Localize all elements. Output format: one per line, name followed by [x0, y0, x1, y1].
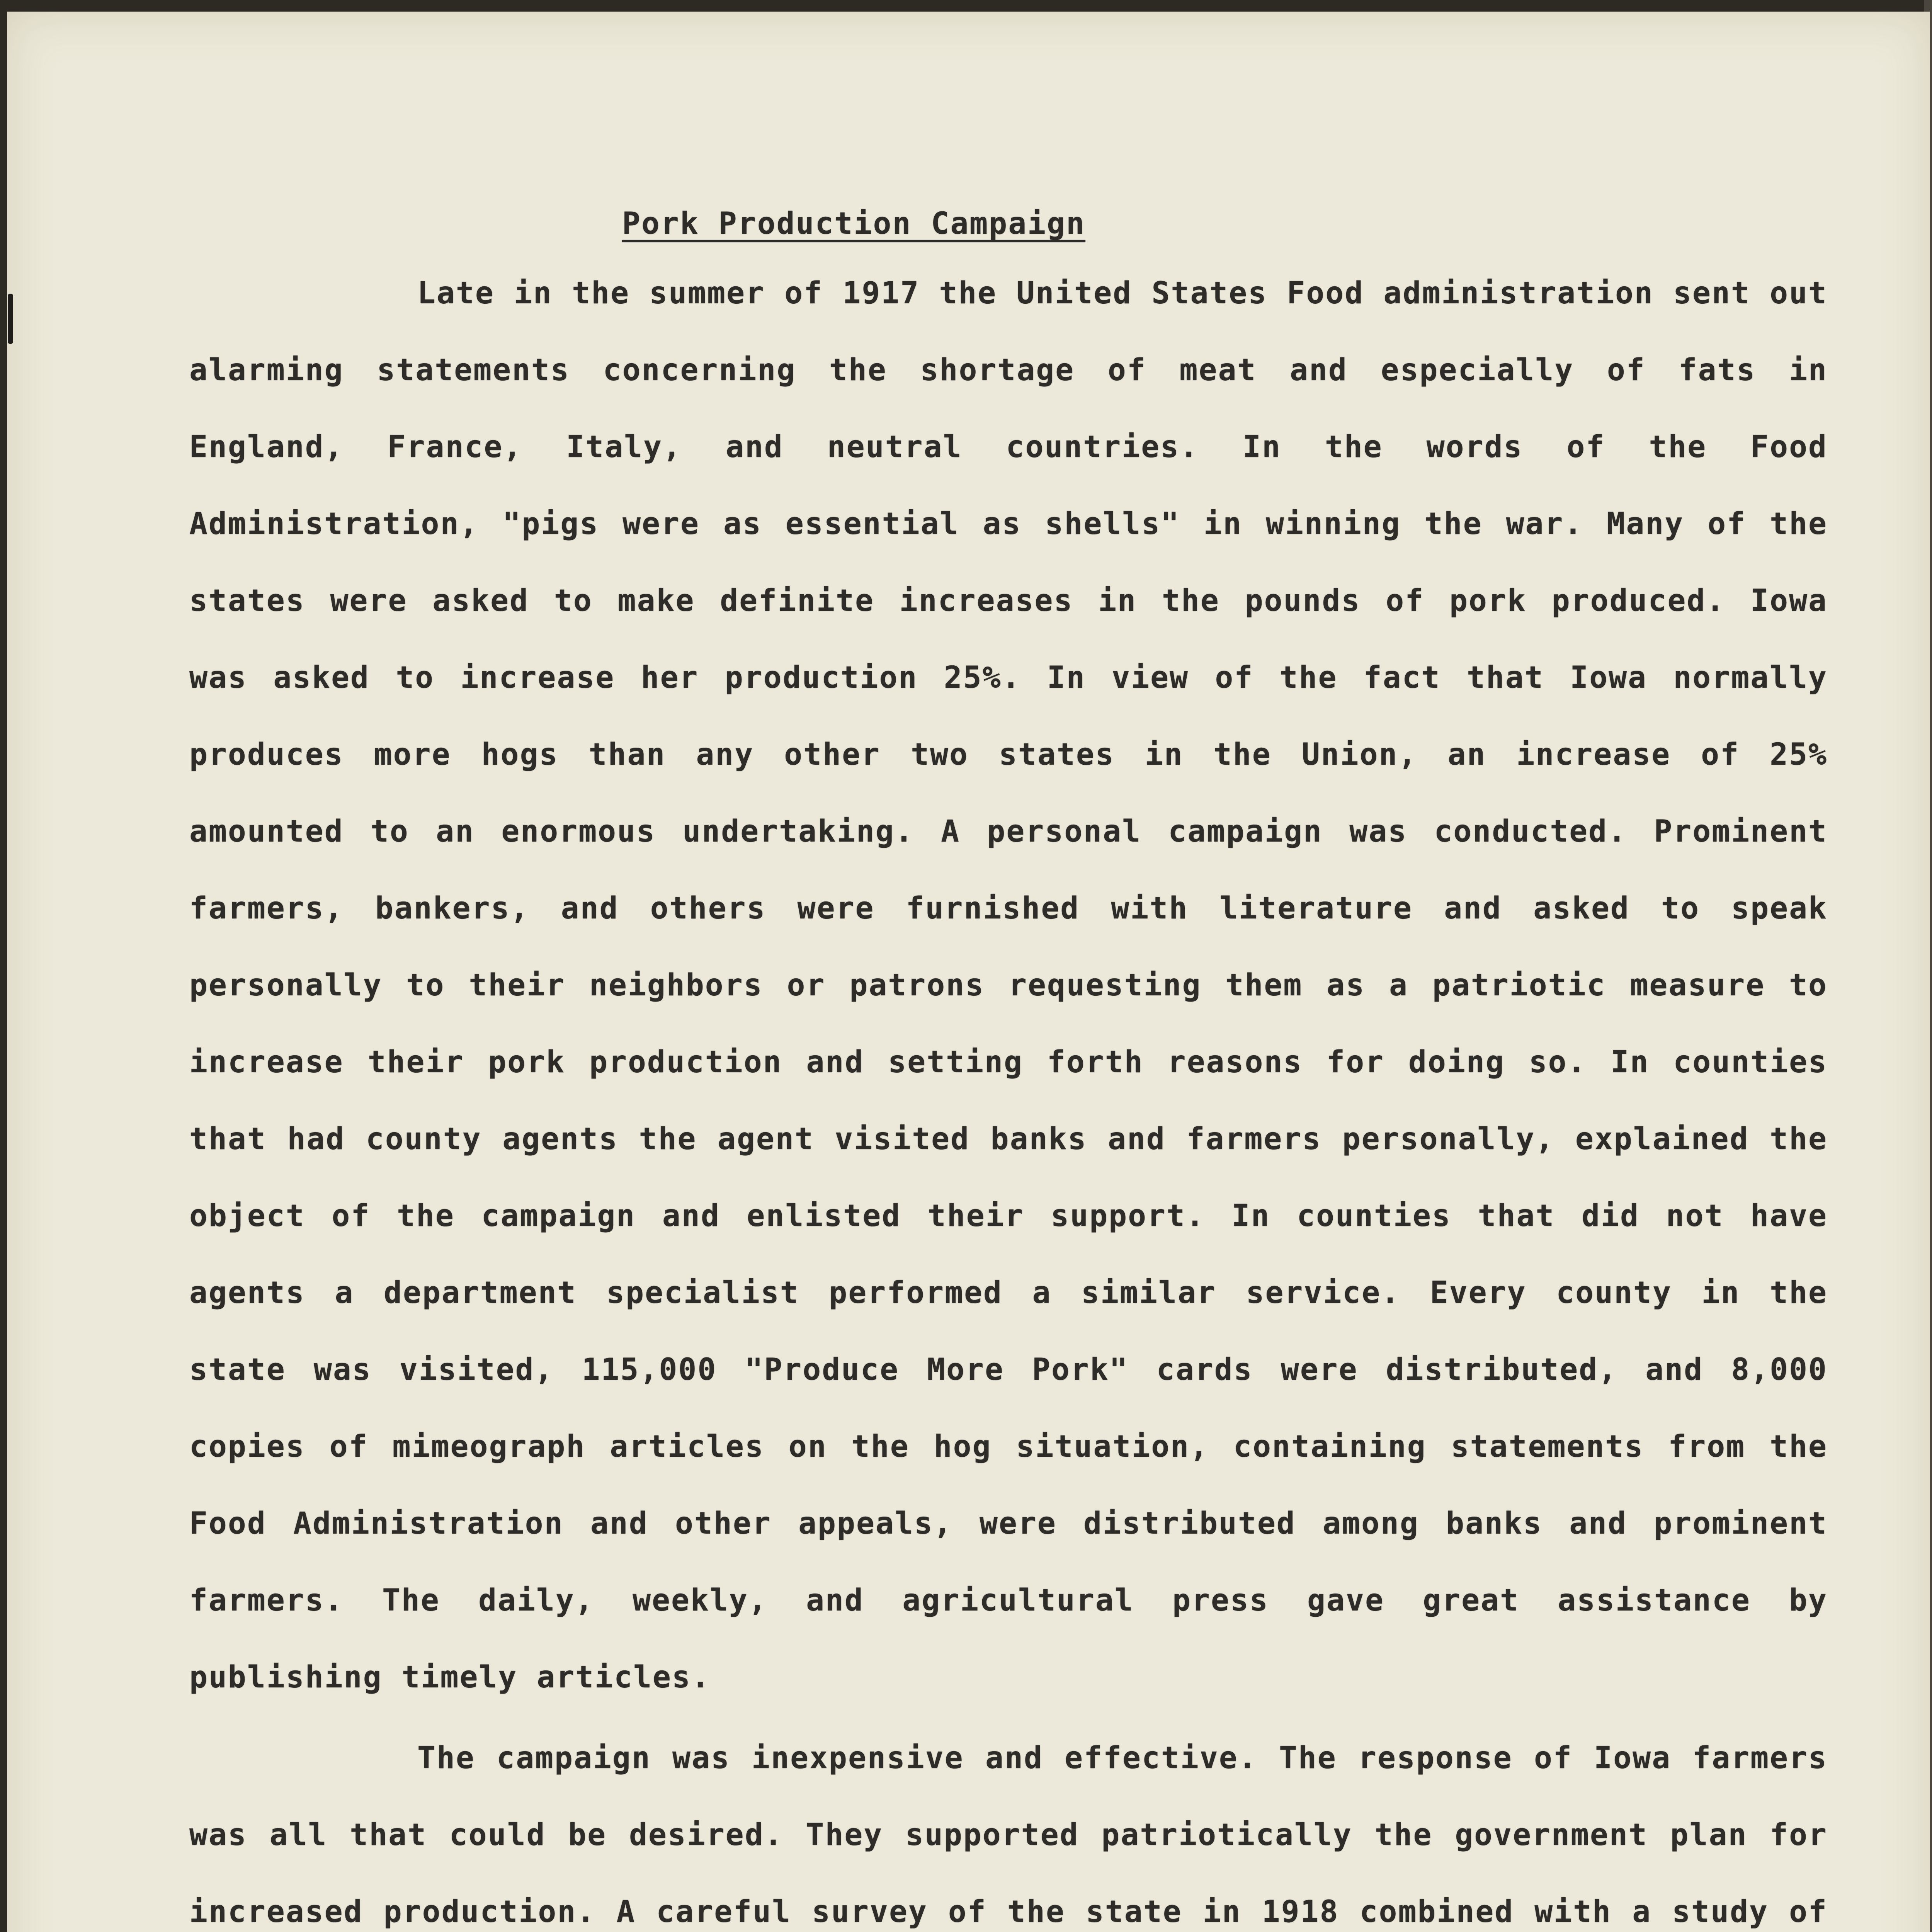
page-title: Pork Production Campaign [622, 206, 1086, 241]
scan-edge-left [0, 0, 8, 1932]
paragraph-1: Late in the summer of 1917 the United States Food administration sent out alarming statements concerning the shortage of meat and especially of fats in England, France, Italy, and neutral countries. In the words of the Food Administration, "pigs were as essential as shells" in winning the war. Many of the states were asked to make definite increases in the pounds of pork produced. Iowa was asked to increase her production 25%. In view of the fact that Iowa normally produces more hogs than any other two states in the Union, an increase of 25% amounted to an enormous undertaking. A personal campaign was conducted. Prominent farmers, bankers, and others were furnished with literature and asked to speak personally to their neighbors or patrons requesting them as a patriotic measure to increase their pork production and setting forth reasons for doing so. In counties that had county agents the agent visited banks and farmers personally, explained the object of the campaign and enlisted their support. In counties that did not have agents a department specialist performed a similar service. Every county in the state was visited, 115,000 "Produce More Pork" cards were distributed, and 8,000 copies of mimeograph articles on the hog situation, containing statements from the Food Administration and other appeals, were distributed among banks and prominent farmers. The daily, weekly, and agricultural press gave great assistance by publishing timely articles. [189, 276, 1828, 1695]
paragraph-2: The campaign was inexpensive and effective. The response of Iowa farmers was all that could be desired. They supported patriotically the government plan for increased production. A careful survey of the state in 1918 combined with a study of [189, 1741, 1828, 1929]
document-body [189, 185, 1828, 1932]
scan-edge-top [0, 0, 1932, 13]
binding-mark [8, 294, 13, 344]
